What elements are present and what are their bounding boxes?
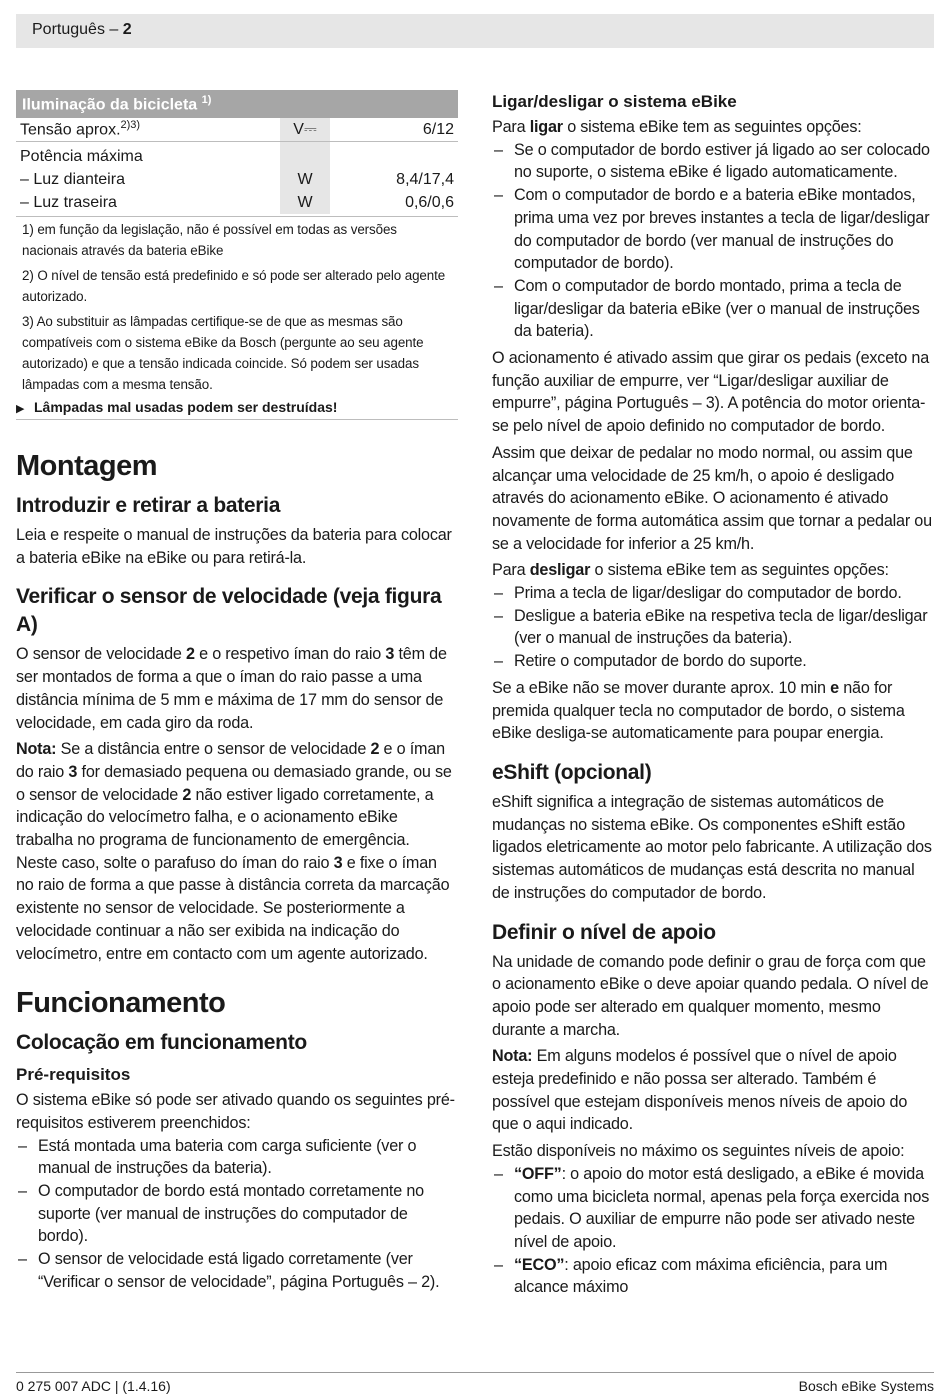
subsection-title-sensor: Verificar o sensor de velocidade (veja figura A) (16, 585, 442, 637)
list-item: – Com o computador de bordo montado, prima a tecla de ligar/desligar da bateria eBike (ver o manual de instruções da bateria). (492, 275, 934, 343)
list-item: – Prima a tecla de ligar/desligar do computador de bordo. (492, 582, 934, 605)
prereq-list (16, 1135, 458, 1294)
apoio-intro: Estão disponíveis no máximo os seguintes níveis de apoio: (492, 1142, 905, 1161)
sensor-note: Nota: Se a distância entre o sensor de velocidade 2 e o íman do raio 3 for demasiado pequena ou demasiado grande, ou se o sensor de velocidade 2 não estiver ligado corretamente, a indicação do velocímetro falha, e o acionamento eBike trabalha no programa de funcionamento de emergência. (16, 740, 452, 850)
spec-notes (16, 216, 458, 395)
levels-list (492, 1163, 934, 1299)
ligar-list (492, 139, 934, 343)
right-column (492, 90, 934, 1299)
apoio-paragraph: Na unidade de comando pode definir o grau de força com que o acionamento eBike o deve apoiar quando pedala. O nível de apoio pode ser alterado em qualquer momento, mesmo durante a marcha. (492, 952, 929, 1039)
spec-row-unit: V⎓ (280, 118, 330, 142)
list-item: – O sensor de velocidade está ligado corretamente (ver “Verificar o sensor de velocidade”, página Português – 2). (16, 1248, 458, 1293)
acionamento-paragraph-2: Assim que deixar de pedalar no modo normal, ou assim que alcançar uma velocidade de 25 km/h, o apoio é desligado através do acionamento eBike. O acionamento é ativado novamente de forma automática assim que tornar a pedalar ou se a velocidade for inferior a 25 km/h. (492, 443, 932, 553)
page-header (16, 14, 934, 48)
subsection-title-prereq: Pré-requisitos (16, 1065, 131, 1085)
subsection-title-ligar: Ligar/desligar o sistema eBike (492, 92, 737, 111)
spec-row-value: 6/12 (422, 120, 454, 138)
section-title-montagem: Montagem (16, 450, 157, 482)
desligar-list (492, 582, 934, 673)
spec-row-label: – Luz traseira (20, 193, 117, 211)
footer-brand: Bosch eBike Systems (798, 1378, 934, 1394)
desligar-intro: Para desligar o sistema eBike tem as seguintes opções: (492, 561, 889, 580)
ligar-intro: Para ligar o sistema eBike tem as seguintes opções: (492, 118, 862, 136)
spec-row-label: Tensão aprox.$^{2)3)}$ (20, 119, 141, 139)
arrow-right-icon: ▶ (16, 403, 25, 415)
spec-row-unit: W (280, 191, 330, 214)
footer-doc-id: 0 275 007 ADC | (1.4.16) (16, 1378, 171, 1394)
list-item: – Retire o computador de bordo do suporte. (492, 650, 934, 673)
bateria-text: Leia e respeite o manual de instruções da bateria para colocar a bateria eBike na eBike ou para retirá-la. (16, 526, 452, 567)
list-item: – O computador de bordo está montado corretamente no suporte (ver manual de instruções do computador de bordo). (16, 1180, 458, 1248)
spec-row-value: 0,6/0,6 (405, 193, 454, 211)
footnote-2: 2) O nível de tensão está predefinido e só pode ser alterado pelo agente autorizado. (22, 268, 446, 304)
page-number: Português – 2 (32, 21, 132, 38)
sensor-paragraph-2: Neste caso, solte o parafuso do íman do raio 3 e fixe o íman no raio de forma a que passe à distância correta da marcação existente no sensor de velocidade. Se posteriormente a velocidade continuar a não ser exibida na indicação do velocímetro, entre em contacto com um agente autorizado. (16, 853, 450, 963)
warning-note: ▶ Lâmpadas mal usadas podem ser destruídas! (16, 399, 458, 420)
footer-divider (16, 1372, 934, 1373)
auto-off-paragraph: Se a eBike não se mover durante aprox. 10 min e não for premida qualquer tecla no computador de bordo, o sistema eBike desliga-se automaticamente para poupar energia. (492, 678, 905, 743)
list-item: – Está montada uma bateria com carga suficiente (ver o manual de instruções da bateria). (16, 1135, 458, 1180)
list-item: – “OFF”: o apoio do motor está desligado, a eBike é movida como uma bicicleta normal, apenas pela força exercida nos pedais. O auxiliar de empurre não pode ser ativado neste nível de apoio. (492, 1163, 934, 1254)
apoio-note: Nota: Em alguns modelos é possível que o nível de apoio esteja predefinido e não possa ser alterado. Também é possível que estejam disponíveis menos níveis de apoio do que o aqui indicado. (492, 1047, 908, 1134)
prereq-intro: O sistema eBike só pode ser ativado quando os seguintes pré-requisitos estiverem preenchidos: (16, 1091, 455, 1132)
spec-table-title: Iluminação da bicicleta $^{1)}$ (16, 90, 458, 118)
spec-group-label: Potência máxima (16, 142, 280, 169)
list-item: – Com o computador de bordo e a bateria eBike montados, prima uma vez por breves instantes a tecla de ligar/desligar do computador de bordo (ver manual de instruções do computador de bordo). (492, 184, 934, 275)
subsection-title-eshift: eShift (opcional) (492, 760, 652, 784)
footnote-3: 3) Ao substituir as lâmpadas certifique-se de que as mesmas são compatíveis com o sistema eBike da Bosch (pergunte ao seu agente autorizado) e que a tensão indicada coincide. Só podem ser usadas lâmpadas com a mesma tensão. (22, 314, 424, 392)
section-title-funcionamento: Funcionamento (16, 987, 226, 1020)
subsection-title-apoio: Definir o nível de apoio (492, 920, 716, 944)
spec-row-label: – Luz dianteira (20, 170, 125, 188)
subsection-title-colocacao: Colocação em funcionamento (16, 1031, 307, 1055)
left-column (16, 90, 458, 1294)
footnote-1: 1) em função da legislação, não é possível em todas as versões nacionais através da bateria eBike (22, 222, 397, 258)
list-item: – Se o computador de bordo estiver já ligado ao ser colocado no suporte, o sistema eBike é ligado automaticamente. (492, 139, 934, 184)
spec-row-value: 8,4/17,4 (396, 170, 454, 188)
sensor-paragraph: O sensor de velocidade 2 e o respetivo íman do raio 3 têm de ser montados de forma a que o íman do raio passe a uma distância mínima de 5 mm e máxima de 17 mm do sensor de velocidade, em cada giro da roda. (16, 645, 447, 732)
list-item: – “ECO”: apoio eficaz com máxima eficiência, para um alcance máximo (492, 1254, 934, 1299)
subsection-title-bateria: Introduzir e retirar a bateria (16, 494, 281, 517)
list-item: – Desligue a bateria eBike na respetiva tecla de ligar/desligar (ver o manual de instruções da bateria). (492, 605, 934, 650)
spec-table (16, 90, 458, 214)
acionamento-paragraph-1: O acionamento é ativado assim que girar os pedais (exceto na função auxiliar de empurre, ver “Ligar/desligar auxiliar de empurre”, página Português – 3). A potência do motor orienta-se pelo nível de apoio definido no computador de bordo. (492, 349, 930, 436)
spec-row-unit: W (280, 168, 330, 191)
eshift-text: eShift significa a integração de sistemas automáticos de mudanças no sistema eBike. Os componentes eShift estão ligados eletricamente ao motor pelo fabricante. A utilização dos sistemas automáticos de mudanças está descrita no manual de instruções do computador de bordo. (492, 792, 932, 902)
